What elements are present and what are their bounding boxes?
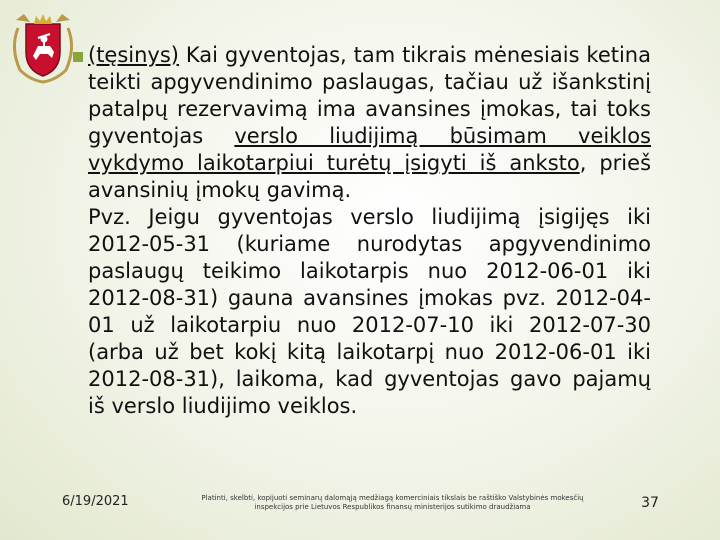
paragraph-1 [88,42,651,204]
slide-body [88,42,651,420]
paragraph-2: Pvz. Jeigu gyventojas verslo liudijimą įsigijęs iki 2012-05-31 (kuriame nurodytas apgyvendinimo paslaugų teikimo laikotarpis nuo 2012-06-01 iki 2012-08-31) gauna avansines įmokas pvz. 2012-04-01 už laikotarpiu nuo 2012-07-10 iki 2012-07-30 (arba už bet kokį kitą laikotarpį nuo 2012-06-01 iki 2012-08-31), laikoma, kad gyventojas gavo pajamų iš verslo liudijimo veiklos. [88,205,651,418]
paragraph-1-text-a: Kai gyventojas, tam tikrais mėnesiais ketina teikti apgyvendinimo paslaugas, tačiau už išankstinį patalpų rezervavimą ima avansines įmokas, tai toks gyventojas [88,43,651,148]
coat-of-arms-icon [8,8,78,84]
continued-link[interactable]: (tęsinys) [88,43,179,67]
footer-date: 6/19/2021 [62,494,129,509]
bullet-marker [73,52,83,62]
paragraph-1-text-b: , prieš avansinių įmokų gavimą. [88,151,652,202]
page-number: 37 [641,495,659,511]
footer-copyright-note: Platinti, skelbti, kopijuoti seminarų dalomąją medžiagą komerciniais tikslais be raštiško Valstybinės mokesčių inspekcijos prie Lietuvos Respublikos finansų ministerijos sutikimo draudžiama [201,494,584,511]
paragraph-1-underlined: verslo liudijimą būsimam veiklos vykdymo laikotarpiui turėtų įsigyti iš anksto [88,124,651,175]
